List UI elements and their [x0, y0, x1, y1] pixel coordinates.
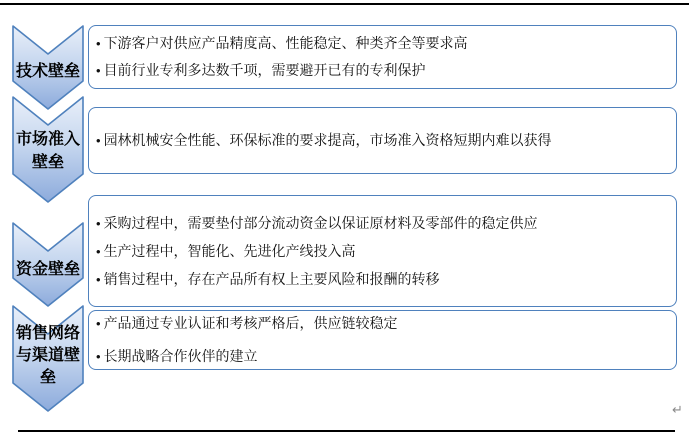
bullet-text: 产品通过专业认证和考核严格后，供应链较稳定: [103, 315, 398, 331]
bullet-text: 下游客户对供应产品精度高、性能稳定、种类齐全等要求高: [103, 35, 468, 51]
bullet-icon: •: [96, 243, 101, 259]
bullet-text: 园林机械安全性能、环保标准的要求提高，市场准入资格短期内难以获得: [103, 132, 552, 148]
chevron-label-market-access-barrier: [12, 128, 84, 174]
bullet-text: 销售过程中，存在产品所有权上主要风险和报酬的转移: [103, 270, 440, 287]
chevron-label-line: 市场准入: [15, 131, 80, 148]
chevron-label-technology-barrier: [12, 62, 84, 81]
bullet-item: [96, 36, 666, 51]
bullet-icon: •: [96, 36, 101, 51]
bullet-item: [96, 272, 666, 287]
bullet-box-capital-barrier: [88, 195, 677, 307]
bullet-icon: •: [96, 63, 101, 78]
bullet-item: [96, 316, 666, 331]
bullet-box-sales-network-barrier: [88, 310, 677, 370]
chevron-label-line: 技术壁垒: [15, 63, 80, 80]
bullet-item: [96, 133, 666, 148]
bullet-box-technology-barrier: [88, 25, 677, 89]
bullet-icon: •: [96, 215, 101, 231]
bullet-icon: •: [96, 316, 101, 331]
top-border-rule: [0, 3, 689, 5]
bullet-icon: •: [96, 133, 101, 148]
bullet-text: 长期战略合作伙伴的建立: [103, 348, 258, 364]
chevron-label-line: 资金壁垒: [15, 261, 80, 278]
bottom-border-rule: [18, 430, 675, 432]
chevron-label-line: 壁垒: [31, 154, 64, 171]
bullet-item: [96, 349, 666, 364]
bullet-icon: •: [96, 271, 101, 287]
paragraph-return-icon: ↵: [672, 402, 683, 417]
chevron-label-line: 与渠道壁: [15, 347, 80, 364]
chevron-label-line: 垒: [39, 369, 56, 386]
chevron-label-line: 销售网络: [15, 325, 80, 342]
bullet-item: [96, 244, 666, 259]
chevron-label-capital-barrier: [12, 260, 84, 279]
bullet-icon: •: [96, 349, 101, 364]
bullet-text: 目前行业专利多达数千项，需要避开已有的专利保护: [103, 62, 426, 78]
chevron-label-sales-network-barrier: [12, 323, 84, 389]
bullet-item: [96, 63, 666, 78]
bullet-box-market-access-barrier: [88, 107, 677, 174]
bullet-item: [96, 216, 666, 231]
bullet-text: 生产过程中，智能化、先进化产线投入高: [103, 242, 356, 259]
bullet-text: 采购过程中，需要垫付部分流动资金以保证原材料及零部件的稳定供应: [103, 214, 538, 231]
